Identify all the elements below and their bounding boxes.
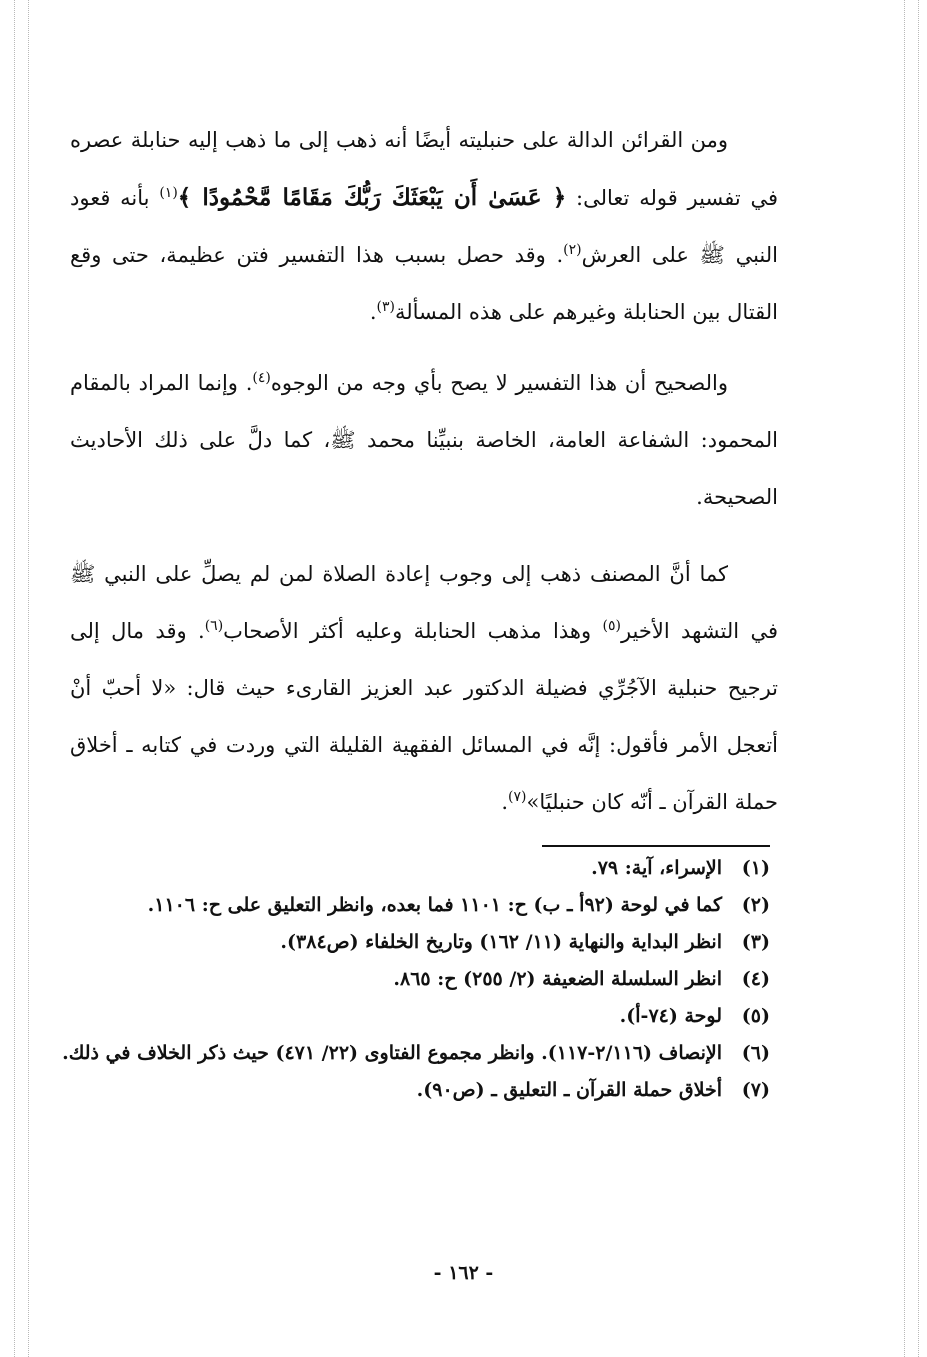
footnote-text: انظر البداية والنهاية (١١/ ١٦٢) وتاريخ الخلفاء (ص٣٨٤).	[280, 931, 722, 953]
footnote-item	[60, 1035, 770, 1072]
paragraph-1-lead: ومن القرائن الدالة على حنبليته أيضًا أنه ذهب إلى ما ذهب إليه حنابلة عصره في تفسير قوله تعالى:	[70, 128, 778, 210]
scan-edge-line	[918, 0, 919, 1357]
footnote-number: (٧)	[741, 1079, 770, 1101]
footnote-item	[60, 850, 770, 887]
paragraph-2-rest: . وإنما المراد بالمقام المحمود: الشفاعة العامة، الخاصة بنبيِّنا محمد ﷺ، كما دلَّ على ذلك الأحاديث الصحيحة.	[70, 371, 778, 509]
footnotes-list	[60, 850, 770, 1109]
footnote-text: انظر السلسلة الضعيفة (٢/ ٢٥٥) ح: ٨٦٥.	[393, 968, 722, 990]
footnote-text: الإنصاف (٢/١١٦-١١٧). وانظر مجموع الفتاوى (٢٢/ ٤٧١) حيث ذكر الخلاف في ذلك.	[62, 1042, 722, 1064]
footnote-number: (٥)	[741, 1005, 770, 1027]
paragraph-2	[70, 355, 778, 526]
scan-edge-line	[904, 0, 905, 1357]
footnote-ref-1[interactable]: (١)	[159, 185, 178, 201]
paragraph-1-rest: . وقد حصل بسبب هذا التفسير فتن عظيمة، حتى وقع القتال بين الحنابلة وغيرهم على هذه المسألة	[70, 243, 778, 324]
footnote-text: كما في لوحة (٩٢أ ـ ب) ح: ١١٠١ فما بعده، وانظر التعليق على ح: ١١٠٦.	[147, 894, 722, 916]
footnote-number: (٣)	[741, 931, 770, 953]
footnote-item	[60, 924, 770, 961]
paragraph-3	[70, 546, 778, 831]
page-number: - ١٦٢ -	[433, 1262, 494, 1284]
footnote-item	[60, 961, 770, 998]
paragraph-3-lead: كما أنَّ المصنف ذهب إلى وجوب إعادة الصلاة لمن لم يصلِّ على النبي ﷺ في التشهد الأخير	[70, 562, 779, 643]
paragraph-1-end: .	[369, 300, 377, 324]
footnote-text: أخلاق حملة القرآن ـ التعليق ـ (ص٩٠).	[416, 1079, 722, 1101]
paragraph-3-end: .	[501, 790, 509, 814]
scan-edge-line	[28, 0, 29, 1357]
scan-edge-line	[14, 0, 15, 1357]
footnote-number: (٦)	[741, 1042, 770, 1064]
footnote-number: (٢)	[741, 894, 770, 916]
paragraph-3-rest: . وقد مال إلى ترجيح حنبلية الآجُرِّي فضيلة الدكتور عبد العزيز القارىء حيث قال: «لا أحبّ أنْ أتعجل الأمر فأقول: إنَّه في المسائل الفقهية القليلة التي وردت في كتابه ـ أخلاق حملة القرآن ـ أنّه كان حنبليًا»	[70, 619, 779, 814]
footnote-ref-7[interactable]: (٧)	[508, 789, 527, 805]
footnote-ref-3[interactable]: (٣)	[376, 299, 395, 315]
footnote-text: الإسراء، آية: ٧٩.	[591, 857, 722, 879]
quran-verse: ﴿ عَسَىٰ أَن يَبْعَثَكَ رَبُّكَ مَقَامًا مَّحْمُودًا ﴾	[177, 184, 567, 211]
footnote-text: لوحة (٧٤-أ).	[619, 1005, 722, 1027]
footnote-ref-2[interactable]: (٢)	[563, 242, 582, 258]
paragraph-1	[70, 112, 778, 341]
footnote-divider	[542, 845, 770, 847]
footnote-ref-5[interactable]: (٥)	[602, 618, 621, 634]
footnote-number: (١)	[741, 857, 770, 879]
footnote-item	[60, 1072, 770, 1109]
paragraph-2-lead: والصحيح أن هذا التفسير لا يصح بأي وجه من الوجوه	[270, 371, 728, 395]
paragraph-3-mid: وهذا مذهب الحنابلة وعليه أكثر الأصحاب	[223, 619, 603, 643]
footnote-ref-6[interactable]: (٦)	[204, 618, 224, 634]
main-text	[70, 112, 778, 831]
footnote-number: (٤)	[741, 968, 770, 990]
footnote-item	[60, 887, 770, 924]
footnote-item	[60, 998, 770, 1035]
paragraph-1-mid: بأنه قعود النبي ﷺ على العرش	[70, 186, 778, 267]
footnote-ref-4[interactable]: (٤)	[252, 370, 271, 386]
